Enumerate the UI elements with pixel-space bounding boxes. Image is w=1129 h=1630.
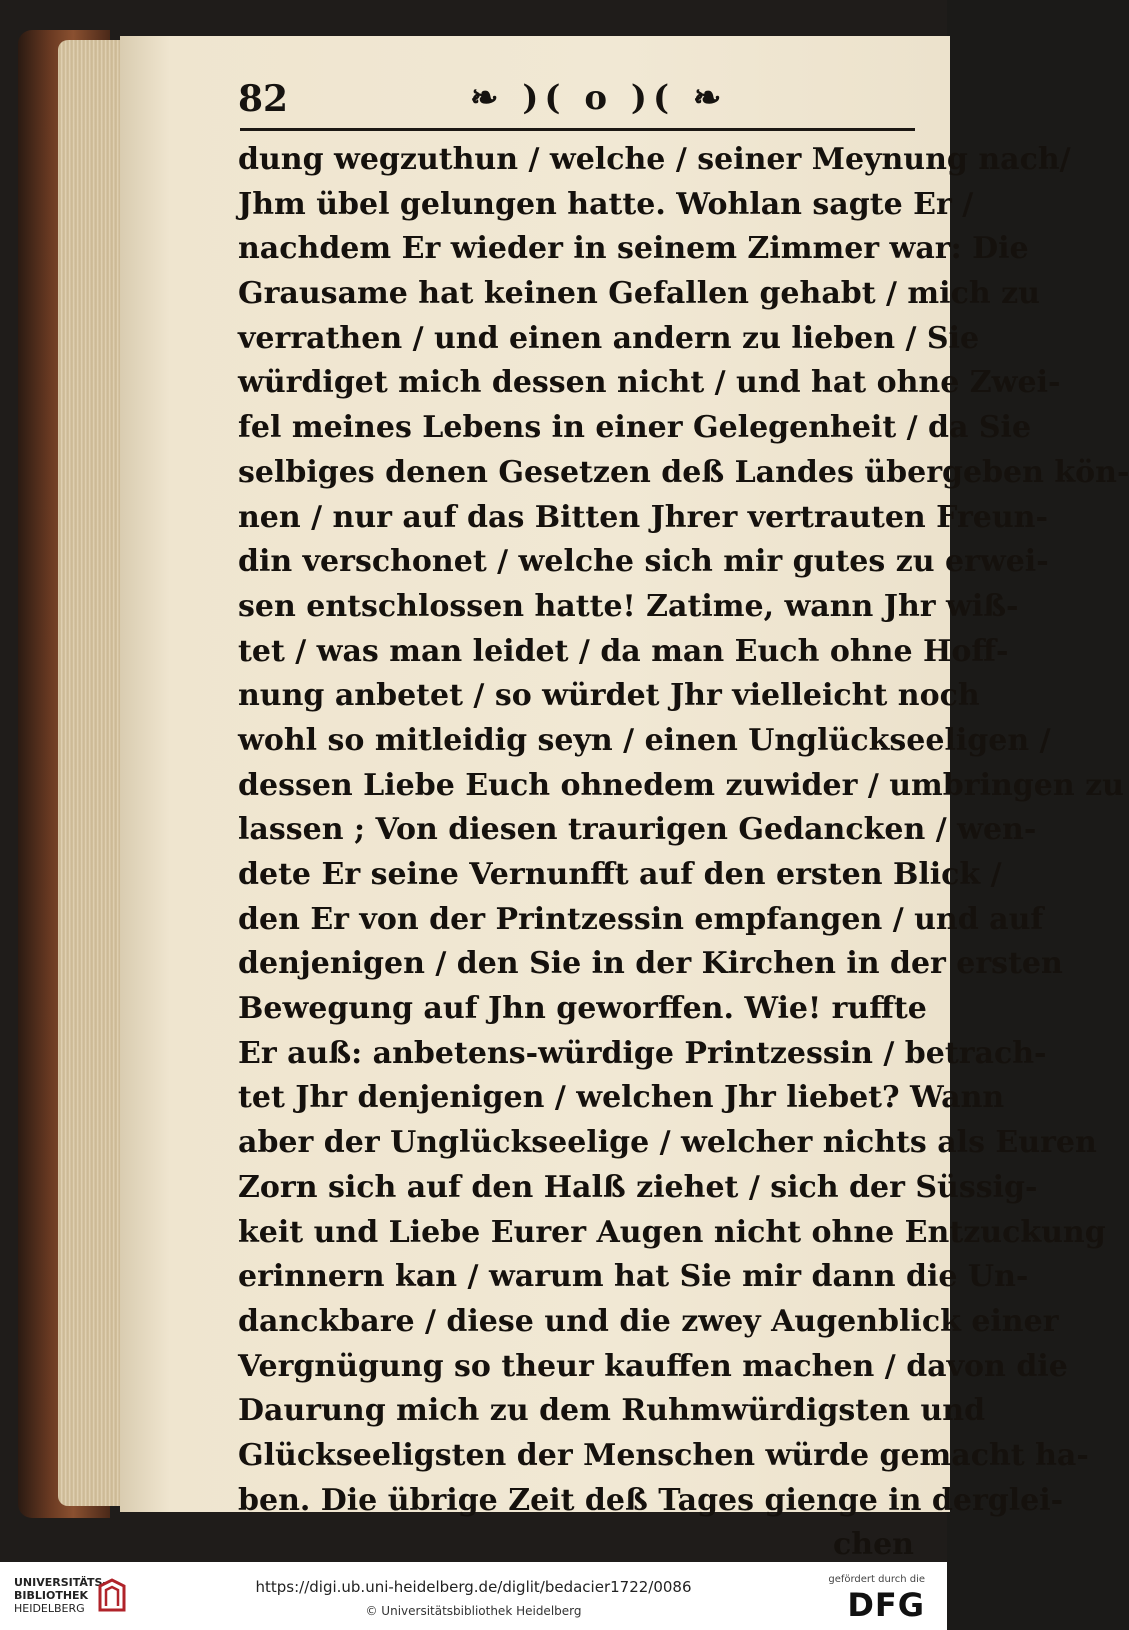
text-line: keit und Liebe Eurer Augen nicht ohne Entzuckung (238, 1214, 1106, 1250)
page-text (238, 138, 1129, 1568)
text-line: danckbare / diese und die zwey Augenblick einer (238, 1303, 1059, 1339)
text-line: tet / was man leidet / da man Euch ohne Hoff- (238, 633, 1009, 669)
text-line: Glückseeligsten der Menschen würde gemacht ha- (238, 1437, 1089, 1473)
page-url[interactable]: https://digi.ub.uni-heidelberg.de/diglit/bedacier1722/0086 (255, 1578, 692, 1596)
text-line: Er auß: anbetens-würdige Printzessin / betrach- (238, 1035, 1047, 1071)
funding-note: gefördert durch die (828, 1574, 925, 1585)
page-header (238, 78, 918, 122)
text-line: dessen Liebe Euch ohnedem zuwider / umbringen zu (238, 767, 1124, 803)
text-line: erinnern kan / warum hat Sie mir dann die Un- (238, 1259, 1029, 1295)
text-line: würdiget mich dessen nicht / und hat ohne Zwei- (238, 365, 1061, 401)
text-line: tet Jhr denjenigen / welchen Jhr liebet? Wann (238, 1080, 1005, 1116)
text-line: dung wegzuthun / welche / seiner Meynung nach/ (238, 142, 1071, 177)
text-line: nachdem Er wieder in seinem Zimmer war: Die (238, 231, 1029, 267)
text-line: aber der Unglückseelige / welcher nichts als Euren (238, 1125, 1097, 1161)
text-line: verrathen / und einen andern zu lieben / Sie (238, 320, 980, 356)
catchword: chen (833, 1527, 914, 1563)
library-name-line-2: BIBLIOTHEK (14, 1589, 89, 1602)
text-line: Jhm übel gelungen hatte. Wohlan sagte Er / (238, 186, 974, 222)
text-line: den Er von der Printzessin empfangen / und auf (238, 901, 1044, 937)
header-ornament: ❧ )( o )( ❧ (470, 78, 728, 118)
text-line: fel meines Lebens in einer Gelegenheit / da Sie (238, 410, 1032, 446)
dfg-logo[interactable]: DFG (847, 1586, 925, 1624)
copyright-notice: © Universitätsbibliothek Heidelberg (365, 1604, 582, 1618)
text-line: lassen ; Von diesen traurigen Gedancken / wen- (238, 812, 1037, 848)
text-line: Vergnügung so theur kauffen machen / davon die (238, 1348, 1068, 1384)
text-line: selbiges denen Gesetzen deß Landes übergeben kön- (238, 454, 1129, 490)
text-line: Daurung mich zu dem Ruhmwürdigsten und (238, 1393, 986, 1429)
text-line: sen entschlossen hatte! Zatime, wann Jhr wiß- (238, 588, 1019, 624)
header-rule (240, 128, 915, 131)
text-line: Grausame hat keinen Gefallen gehabt / mich zu (238, 276, 1040, 312)
text-line: nen / nur auf das Bitten Jhrer vertrauten Freun- (238, 499, 1048, 535)
text-line: ben. Die übrige Zeit deß Tages gienge in derglei- (238, 1482, 1064, 1518)
text-line: denjenigen / den Sie in der Kirchen in der ersten (238, 946, 1063, 982)
text-line: Zorn sich auf den Halß ziehet / sich der Süssig- (238, 1169, 1038, 1205)
page-number: 82 (238, 78, 289, 120)
library-name-line-1: UNIVERSITÄTS- (14, 1576, 108, 1589)
library-name-line-3: HEIDELBERG (14, 1602, 85, 1615)
text-line: wohl so mitleidig seyn / einen Unglückseeligen / (238, 722, 1051, 758)
text-line: dete Er seine Vernunfft auf den ersten Blick / (238, 857, 1002, 892)
viewer-footer (0, 1562, 947, 1630)
text-line: din verschonet / welche sich mir gutes zu erwei- (238, 544, 1049, 580)
text-line: nung anbetet / so würdet Jhr vielleicht noch (238, 678, 980, 714)
text-line: Bewegung auf Jhn geworffen. Wie! ruffte (238, 991, 927, 1027)
